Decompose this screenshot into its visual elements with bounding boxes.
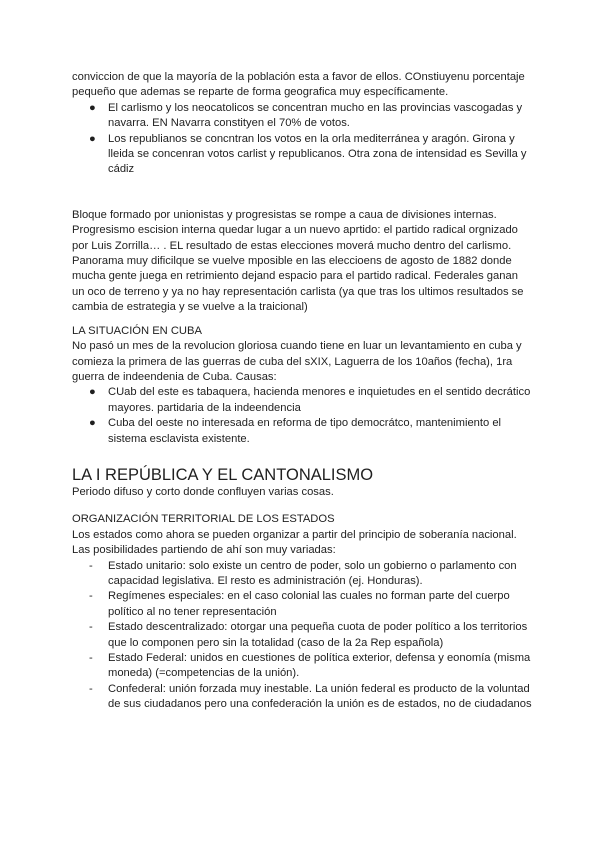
list-item xyxy=(72,416,532,447)
bloque-paragraph: Bloque formado por unionistas y progresistas se rompe a caua de divisiones internas. Progresismo escision interna quedar lugar a un nuevo aprtido: el partido radical orgnizado por Luis Zorrilla… . EL resultado de estas elecciones moverá mucho dentro del carlismo. Panorama muy dificilque se vuelve mposible en las eleccioens de agosto de 1882 donde mucha gente juega en retrimiento dejand espacio para el partido radical. Federales ganan un oco de terreno y ya no hay representación carlista (ya que tras los ultimos resultados se cambia de estrategia y se vuelve a la traicional) xyxy=(72,208,524,314)
list-item-text: Cuba del oeste no interesada en reforma de tipo democrátco, mantenimiento el sistema esclavista existente. xyxy=(108,417,502,445)
republica-paragraph: Periodo difuso y corto donde confluyen varias cosas. xyxy=(72,485,334,498)
list-item xyxy=(72,132,532,178)
republica-heading: LA I REPÚBLICA Y EL CANTONALISMO xyxy=(72,465,374,484)
dash-marker: - xyxy=(89,590,93,603)
dash-marker: - xyxy=(89,652,93,664)
bullet-marker: ● xyxy=(89,101,96,114)
list-item-text: Los republianos se concntran los votos en la orla mediterránea y aragón. Girona y lleida se concenran votos carlist y republicanos. Otra zona de intensidad es Sevilla y cádiz xyxy=(108,132,527,176)
intro-bullet-list xyxy=(72,101,532,178)
cuba-heading: LA SITUACIÓN EN CUBA xyxy=(72,324,202,337)
list-item xyxy=(72,589,532,620)
organizacion-dash-list xyxy=(72,559,532,713)
list-item-text: Estado unitario: solo existe un centro de poder, solo un gobierno o parlamento con capacidad legislativa. El resto es administración (ej. Honduras). xyxy=(108,559,517,587)
cuba-paragraph: No pasó un mes de la revolucion gloriosa cuando tiene en luar un levantamiento en cuba y comieza la primera de las guerras de cuba del sXIX, Laguerra de los 10años (fecha), 1ra guerra de indeendenia de Cuba. Causas: xyxy=(72,340,522,383)
list-item-text: Regímenes especiales: en el caso colonial las cuales no forman parte del cuerpo político al no tener representación xyxy=(108,590,510,618)
intro-paragraph: conviccion de que la mayoría de la población esta a favor de ellos. COnstiuyenu porcentaje pequeño que ademas se reparte de forma geografica muy específicamente. xyxy=(72,71,525,99)
list-item xyxy=(72,620,532,651)
list-item-text: CUab del este es tabaquera, hacienda menores e inquietudes en el sentido decrático mayores. partidaria de la indeendencia xyxy=(108,386,531,414)
bullet-marker: ● xyxy=(89,386,96,399)
dash-marker: - xyxy=(89,621,93,634)
list-item-text: El carlismo y los neocatolicos se concentran mucho en las provincias vascogadas y navarra. EN Navarra constityen el 70% de votos. xyxy=(108,101,523,130)
dash-marker: - xyxy=(89,559,93,572)
document-page xyxy=(72,70,532,713)
list-item xyxy=(72,385,532,416)
list-item-text: Estado descentralizado: otorgar una pequeña cuota de poder político a los territorios que lo componen pero sin la totalidad (caso de la 2a Rep española) xyxy=(108,621,528,649)
list-item xyxy=(72,682,532,713)
list-item-text: Confederal: unión forzada muy inestable. La unión federal es producto de la voluntad de sus ciudadanos pero una confederación la unión es de estados, no de ciudadanos xyxy=(108,682,532,711)
organizacion-paragraph: Los estados como ahora se pueden organizar a partir del principio de soberanía nacional. Las posibilidades partiendo de ahí son muy variadas: xyxy=(72,528,517,557)
dash-marker: - xyxy=(89,682,93,695)
bullet-marker: ● xyxy=(89,417,96,430)
list-item xyxy=(72,101,532,132)
list-item xyxy=(72,651,532,682)
list-item-text: Estado Federal: unidos en cuestiones de política exterior, defensa y eonomía (misma moneda) (=competencias de la unión). xyxy=(108,652,531,680)
cuba-bullet-list xyxy=(72,385,532,447)
bullet-marker: ● xyxy=(89,132,96,145)
organizacion-heading: ORGANIZACIÓN TERRITORIAL DE LOS ESTADOS xyxy=(72,513,335,526)
list-item xyxy=(72,559,532,590)
